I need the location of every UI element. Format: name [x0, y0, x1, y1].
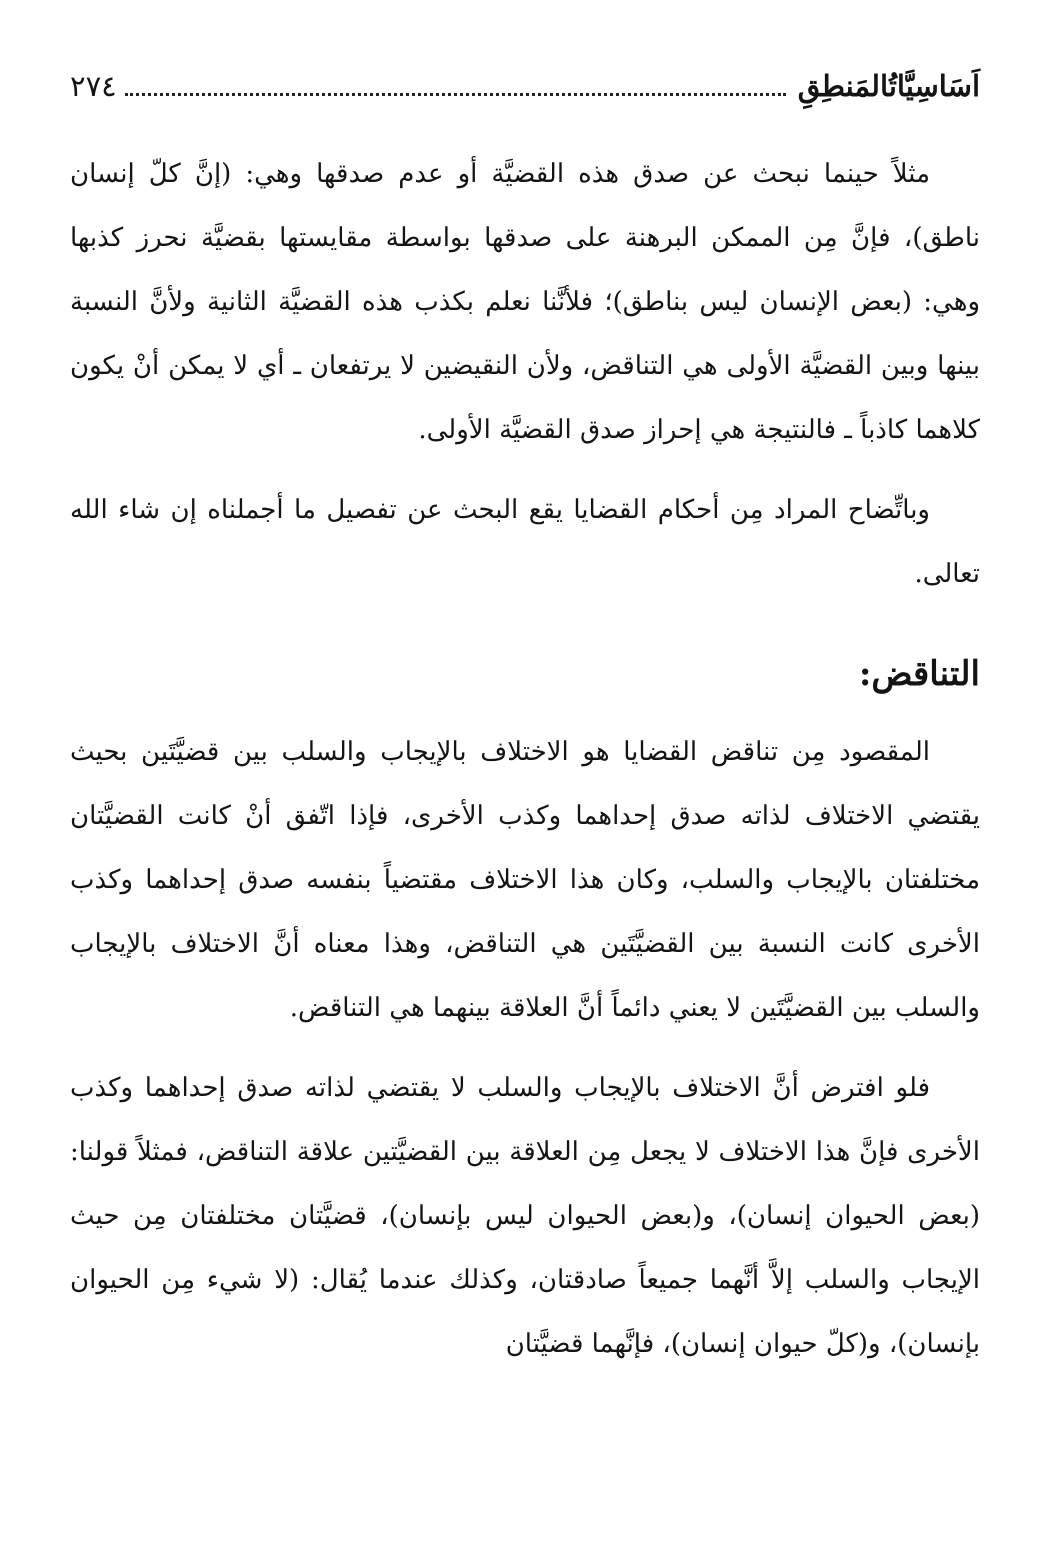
section-paragraph-1: المقصود مِن تناقض القضايا هو الاختلاف بالإيجاب والسلب بين قضيَّتَين بحيث يقتضي الاختلاف لذاته صدق إحداهما وكذب الأخرى، فإذا اتّفق أنْ كانت القضيَّتان مختلفتان بالإيجاب والسلب، وكان هذا الاختلاف مقتضياً بنفسه صدق إحداهما وكذب الأخرى كانت النسبة بين القضيَّتَين هي التناقض، وهذا معناه أنَّ الاختلاف بالإيجاب والسلب بين القضيَّتَين لا يعني دائماً أنَّ العلاقة بينهما هي التناقض. [70, 737, 980, 1023]
paragraph-1: مثلاً حينما نبحث عن صدق هذه القضيَّة أو عدم صدقها وهي: (إنَّ كلّ إنسان ناطق)، فإنَّ مِن الممكن البرهنة على صدقها بواسطة مقايستها بقضيَّة نحرز كذبها وهي: (بعض الإنسان ليس بناطق)؛ فلأنَّنا نعلم بكذب هذه القضيَّة الثانية ولأنَّ النسبة بينها وبين القضيَّة الأولى هي التناقض، ولأن النقيضين لا يرتفعان ـ أي لا يمكن أنْ يكون كلاهما كاذباً ـ فالنتيجة هي إحراز صدق القضيَّة الأولى. [70, 159, 980, 445]
page-body [70, 142, 980, 1392]
running-header-title: اَسَاسِيَّاتُالمَنطِقِ [797, 69, 980, 103]
page-number: ٢٧٤ [70, 69, 117, 103]
header-dotted-leader [125, 93, 786, 96]
section-paragraph-2: فلو افترض أنَّ الاختلاف بالإيجاب والسلب لا يقتضي لذاته صدق إحداهما وكذب الأخرى فإنَّ هذا الاختلاف لا يجعل مِن العلاقة بين القضيَّتين علاقة التناقض، فمثلاً قولنا: (بعض الحيوان إنسان)، و(بعض الحيوان ليس بإنسان)، قضيَّتان مختلفتان مِن حيث الإيجاب والسلب إلاَّ أنَّهما جميعاً صادقتان، وكذلك عندما يُقال: (لا شيء مِن الحيوان بإنسان)، و(كلّ حيوان إنسان)، فإنَّهما قضيَّتان [70, 1073, 980, 1359]
paragraph-2: وباتِّضاح المراد مِن أحكام القضايا يقع البحث عن تفصيل ما أجملناه إن شاء الله تعالى. [70, 495, 980, 589]
section-heading: التناقض: [858, 654, 980, 694]
running-header [70, 58, 980, 106]
